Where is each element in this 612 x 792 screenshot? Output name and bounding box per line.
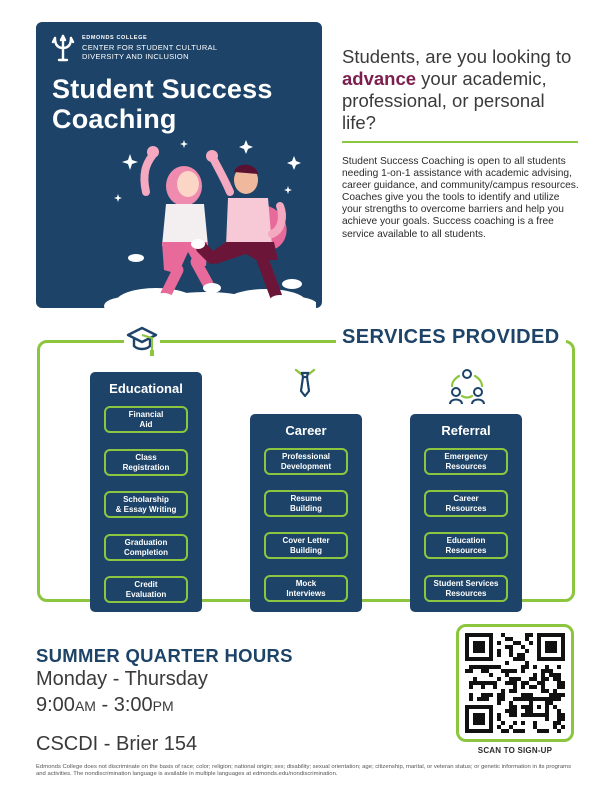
referral-title: Referral	[441, 423, 491, 438]
service-professional-development: Professional Development	[264, 448, 348, 475]
students-celebrating-illustration	[96, 134, 316, 308]
career-title: Career	[285, 423, 327, 438]
career-icon-wrap	[290, 365, 320, 401]
service-financial-aid: Financial Aid	[104, 406, 188, 433]
service-mock-interviews: Mock Interviews	[264, 575, 348, 602]
service-credit-evaluation: Credit Evaluation	[104, 576, 188, 603]
location: CSCDI - Brier 154	[36, 733, 198, 755]
hours-days: Monday - Thursday	[36, 668, 208, 690]
service-class-registration: Class Registration	[104, 449, 188, 476]
service-education-resources: Education Resources	[424, 532, 508, 559]
hours-title: SUMMER QUARTER HOURS	[36, 645, 293, 666]
hero-panel	[36, 22, 322, 308]
logo-line-center: CENTER FOR STUDENT CULTURAL	[82, 43, 218, 52]
service-career-resources: Career Resources	[424, 490, 508, 517]
college-logo	[50, 34, 217, 62]
logo-line-diversity: DIVERSITY AND INCLUSION	[82, 52, 189, 61]
nondiscrimination-notice: Edmonds College does not discriminate on the basis of race; color; religion; national origin; sex; disability; sexual orientation; age; citizenship, marital, or veteran status; or genetic information in its programs and activities. The nondiscrimination language is available in multiple languages at edmonds.edu/nondiscrimination.	[36, 764, 572, 777]
educational-title: Educational	[109, 381, 183, 396]
hero-title-line2: Coaching	[52, 104, 177, 134]
hero-title-line1: Student Success	[52, 74, 273, 104]
service-resume-building: Resume Building	[264, 490, 348, 517]
hours-end-suffix: PM	[152, 698, 174, 714]
career-column	[250, 414, 362, 612]
educational-column	[90, 372, 202, 612]
intro-part2: your academic, professional, or personal life?	[342, 68, 547, 133]
program-description: Student Success Coaching is open to all students needing 1-on-1 assistance with academic advising, career guidance, and community/campus resources. Coaches give you the tools to identify and utilize your strengths to overcome barriers and help you achieve your goals. Success coaching is a free service available to all students.	[342, 156, 579, 240]
hours-separator: -	[95, 694, 114, 716]
graduation-cap-icon	[124, 322, 160, 360]
referral-icon-wrap	[446, 366, 488, 406]
service-cover-letter-building: Cover Letter Building	[264, 532, 348, 559]
qr-label: SCAN TO SIGN-UP	[477, 746, 553, 755]
qr-code-icon	[465, 633, 565, 733]
necktie-icon	[290, 365, 320, 401]
intro-divider	[342, 141, 578, 143]
service-student-services-resources: Student Services Resources	[424, 575, 508, 602]
service-graduation-completion: Graduation Completion	[104, 534, 188, 561]
qr-code[interactable]	[456, 624, 574, 742]
intro-question	[342, 46, 582, 134]
service-emergency-resources: Emergency Resources	[424, 448, 508, 475]
trident-logo-icon	[50, 34, 76, 62]
intro-part1: Students, are you looking to	[342, 46, 572, 67]
referral-column	[410, 414, 522, 612]
hero-title	[52, 74, 273, 134]
people-network-icon	[446, 366, 488, 406]
educational-icon-wrap	[124, 322, 160, 360]
intro-highlight: advance	[342, 68, 417, 89]
service-scholarship-essay: Scholarship & Essay Writing	[104, 491, 188, 518]
hours-start-suffix: AM	[74, 698, 96, 714]
hours-start-time: 9:00	[36, 694, 75, 716]
hours-time	[36, 694, 174, 717]
hours-end-time: 3:00	[113, 694, 153, 716]
services-title: SERVICES PROVIDED	[336, 326, 566, 349]
logo-line-college: EDMONDS COLLEGE	[82, 35, 148, 41]
